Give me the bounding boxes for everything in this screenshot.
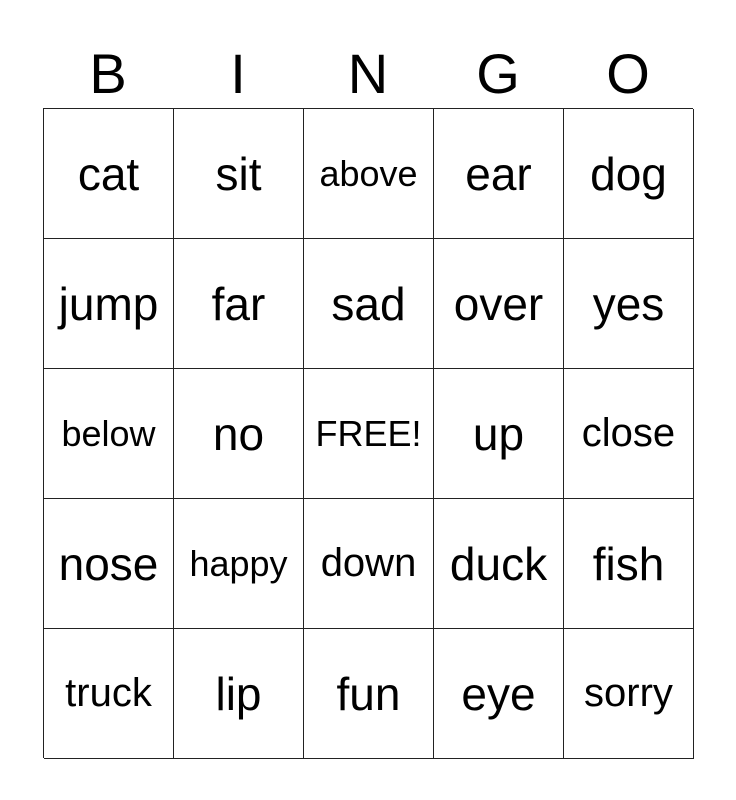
bingo-cell: sit bbox=[174, 109, 304, 239]
bingo-cell: nose bbox=[44, 499, 174, 629]
bingo-cell: below bbox=[44, 369, 174, 499]
bingo-cell: jump bbox=[44, 239, 174, 369]
header-letter-i: I bbox=[230, 42, 246, 105]
bingo-cell-free: FREE! bbox=[304, 369, 434, 499]
bingo-cell: eye bbox=[434, 629, 564, 759]
bingo-cell: lip bbox=[174, 629, 304, 759]
bingo-cell: fish bbox=[564, 499, 694, 629]
bingo-cell: down bbox=[304, 499, 434, 629]
bingo-cell: over bbox=[434, 239, 564, 369]
bingo-cell: far bbox=[174, 239, 304, 369]
bingo-cell: no bbox=[174, 369, 304, 499]
bingo-cell: yes bbox=[564, 239, 694, 369]
bingo-header bbox=[43, 40, 693, 108]
bingo-card-grid bbox=[43, 108, 693, 758]
header-letter-o: O bbox=[606, 42, 650, 105]
bingo-cell: up bbox=[434, 369, 564, 499]
bingo-cell: dog bbox=[564, 109, 694, 239]
bingo-cell: above bbox=[304, 109, 434, 239]
header-letter-b: B bbox=[89, 42, 127, 105]
bingo-cell: sorry bbox=[564, 629, 694, 759]
bingo-cell: sad bbox=[304, 239, 434, 369]
bingo-cell: close bbox=[564, 369, 694, 499]
header-letter-g: G bbox=[476, 42, 520, 105]
bingo-cell: cat bbox=[44, 109, 174, 239]
bingo-cell: truck bbox=[44, 629, 174, 759]
bingo-cell: duck bbox=[434, 499, 564, 629]
bingo-cell: ear bbox=[434, 109, 564, 239]
bingo-cell: fun bbox=[304, 629, 434, 759]
bingo-cell: happy bbox=[174, 499, 304, 629]
header-letter-n: N bbox=[347, 42, 389, 105]
